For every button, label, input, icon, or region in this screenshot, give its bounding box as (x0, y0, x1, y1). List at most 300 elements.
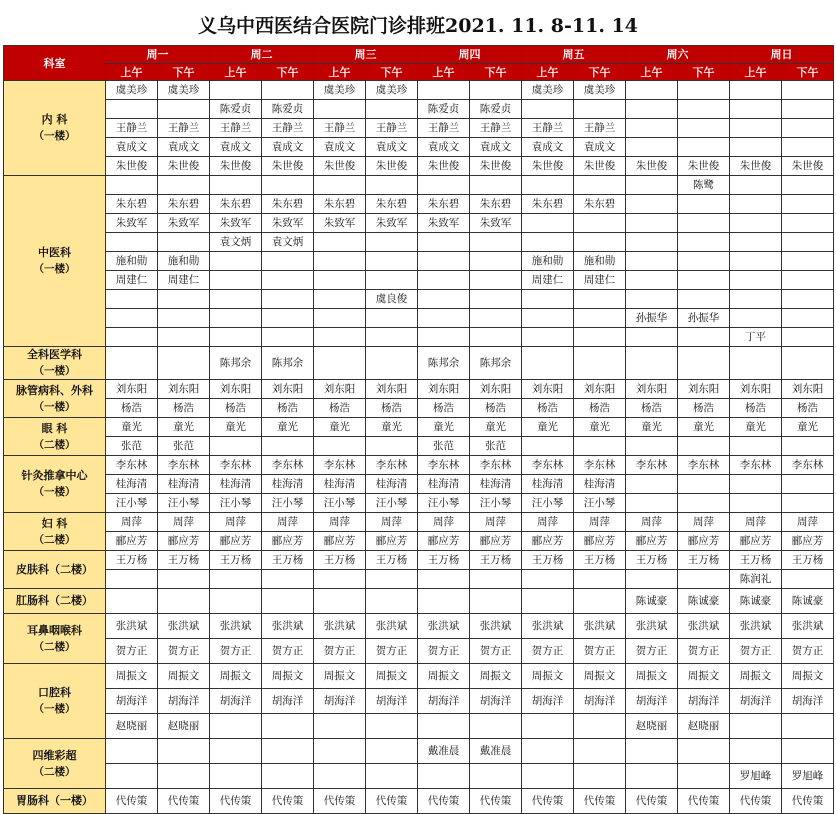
doctor-cell: 王万杨 (418, 551, 470, 570)
doctor-cell (470, 290, 522, 309)
doctor-cell: 虞美珍 (366, 81, 418, 100)
doctor-cell (106, 176, 158, 195)
doctor-cell: 周振文 (574, 664, 626, 689)
doctor-cell: 贺方正 (574, 639, 626, 664)
doctor-cell: 施和勋 (106, 252, 158, 271)
doctor-cell: 周振文 (210, 664, 262, 689)
dept-cell (4, 664, 106, 739)
dept-cell (4, 513, 106, 551)
doctor-cell: 丁平 (730, 328, 782, 347)
doctor-cell (210, 739, 262, 764)
doctor-cell: 桂海清 (574, 475, 626, 494)
doctor-cell (470, 764, 522, 789)
doctor-cell: 陈诚豪 (678, 589, 730, 614)
doctor-cell: 王万杨 (782, 551, 834, 570)
table-row (4, 764, 834, 789)
dept-floor: （一楼） (33, 365, 76, 377)
doctor-cell: 刘东阳 (158, 380, 210, 399)
doctor-cell: 杨浩 (314, 399, 366, 418)
doctor-cell (314, 347, 366, 380)
doctor-cell (782, 475, 834, 494)
doctor-cell (314, 437, 366, 456)
doctor-cell (522, 309, 574, 328)
doctor-cell: 袁成文 (262, 138, 314, 157)
am-header: 上午 (522, 64, 574, 81)
doctor-cell: 赵晓丽 (626, 714, 678, 739)
doctor-cell: 朱世俊 (626, 157, 678, 176)
doctor-cell (262, 176, 314, 195)
doctor-cell: 刘东阳 (470, 380, 522, 399)
doctor-cell: 汪小琴 (470, 494, 522, 513)
doctor-cell: 周萍 (418, 513, 470, 532)
doctor-cell (158, 589, 210, 614)
doctor-cell: 周萍 (106, 513, 158, 532)
doctor-cell: 桂海清 (106, 475, 158, 494)
table-row (4, 138, 834, 157)
doctor-cell (522, 714, 574, 739)
doctor-cell (678, 570, 730, 589)
doctor-cell: 张洪斌 (418, 614, 470, 639)
doctor-cell (158, 290, 210, 309)
doctor-cell (470, 271, 522, 290)
table-row (4, 437, 834, 456)
doctor-cell: 童光 (210, 418, 262, 437)
doctor-cell (262, 570, 314, 589)
doctor-cell: 周振文 (626, 664, 678, 689)
doctor-cell: 王万杨 (158, 551, 210, 570)
doctor-cell (418, 176, 470, 195)
doctor-cell (106, 570, 158, 589)
doctor-cell (262, 714, 314, 739)
doctor-cell: 周振文 (730, 664, 782, 689)
table-row (4, 589, 834, 614)
am-header: 上午 (314, 64, 366, 81)
table-row (4, 157, 834, 176)
table-row (4, 494, 834, 513)
doctor-cell: 朱东碧 (262, 195, 314, 214)
doctor-cell: 赵晓丽 (678, 714, 730, 739)
dept-floor: （二楼） (33, 640, 76, 653)
doctor-cell (782, 739, 834, 764)
doctor-cell (782, 214, 834, 233)
doctor-cell (730, 271, 782, 290)
doctor-cell (106, 233, 158, 252)
doctor-cell: 李东林 (262, 456, 314, 475)
doctor-cell: 胡海洋 (158, 689, 210, 714)
doctor-cell: 杨浩 (782, 399, 834, 418)
doctor-cell: 贺方正 (106, 639, 158, 664)
table-row (4, 551, 834, 570)
doctor-cell: 桂海清 (522, 475, 574, 494)
dept-cell (4, 176, 106, 347)
doctor-cell: 周萍 (470, 513, 522, 532)
doctor-cell: 王万杨 (730, 551, 782, 570)
doctor-cell (782, 570, 834, 589)
doctor-cell: 戴准晨 (418, 739, 470, 764)
table-row (4, 233, 834, 252)
doctor-cell: 朱东碧 (106, 195, 158, 214)
doctor-cell: 周振文 (782, 664, 834, 689)
doctor-cell (262, 309, 314, 328)
doctor-cell (262, 290, 314, 309)
doctor-cell (366, 739, 418, 764)
doctor-cell: 郦应芳 (210, 532, 262, 551)
doctor-cell: 郦应芳 (366, 532, 418, 551)
doctor-cell: 陈鹭 (678, 176, 730, 195)
table-row (4, 271, 834, 290)
dept-cell (4, 347, 106, 380)
doctor-cell: 朱东碧 (158, 195, 210, 214)
doctor-cell: 朱世俊 (106, 157, 158, 176)
doctor-cell (626, 290, 678, 309)
doctor-cell (626, 119, 678, 138)
doctor-cell (210, 271, 262, 290)
doctor-cell (678, 271, 730, 290)
doctor-cell: 童光 (470, 418, 522, 437)
doctor-cell (366, 437, 418, 456)
doctor-cell: 陈诚豪 (626, 589, 678, 614)
doctor-cell: 汪小琴 (106, 494, 158, 513)
doctor-cell: 袁成文 (210, 138, 262, 157)
schedule-body (4, 81, 834, 814)
doctor-cell (366, 764, 418, 789)
doctor-cell (314, 290, 366, 309)
doctor-cell: 王万杨 (678, 551, 730, 570)
doctor-cell (782, 100, 834, 119)
doctor-cell: 王静兰 (106, 119, 158, 138)
doctor-cell: 童光 (678, 418, 730, 437)
doctor-cell: 汪小琴 (366, 494, 418, 513)
doctor-cell: 郦应芳 (106, 532, 158, 551)
dept-floor: （一楼） (33, 130, 76, 142)
doctor-cell: 代传策 (158, 789, 210, 814)
doctor-cell: 施和勋 (158, 252, 210, 271)
doctor-cell (210, 570, 262, 589)
am-header: 上午 (210, 64, 262, 81)
dept-cell (4, 614, 106, 664)
doctor-cell (782, 195, 834, 214)
doctor-cell: 周建仁 (522, 271, 574, 290)
doctor-cell (678, 494, 730, 513)
doctor-cell: 刘东阳 (574, 380, 626, 399)
doctor-cell: 朱世俊 (470, 157, 522, 176)
doctor-cell (158, 328, 210, 347)
day-header: 周六 (626, 46, 730, 64)
doctor-cell (314, 271, 366, 290)
doctor-cell: 贺方正 (470, 639, 522, 664)
doctor-cell (366, 271, 418, 290)
doctor-cell (574, 437, 626, 456)
doctor-cell: 朱世俊 (418, 157, 470, 176)
doctor-cell: 周萍 (574, 513, 626, 532)
doctor-cell (626, 764, 678, 789)
doctor-cell: 汪小琴 (210, 494, 262, 513)
doctor-cell: 王万杨 (626, 551, 678, 570)
doctor-cell: 胡海洋 (626, 689, 678, 714)
dept-floor: （一楼） (33, 703, 76, 715)
doctor-cell: 周建仁 (158, 271, 210, 290)
dept-floor: （二楼） (33, 438, 76, 451)
doctor-cell: 杨浩 (106, 399, 158, 418)
doctor-cell: 周振文 (418, 664, 470, 689)
doctor-cell (678, 138, 730, 157)
pm-header: 下午 (678, 64, 730, 81)
doctor-cell (314, 233, 366, 252)
table-row (4, 380, 834, 399)
doctor-cell: 陈爱贞 (418, 100, 470, 119)
schedule-table (3, 45, 834, 814)
doctor-cell: 张洪斌 (210, 614, 262, 639)
doctor-cell: 罗旭峰 (730, 764, 782, 789)
doctor-cell (158, 570, 210, 589)
doctor-cell (522, 328, 574, 347)
header-row-days (4, 46, 834, 64)
doctor-cell (730, 214, 782, 233)
doctor-cell: 刘东阳 (782, 380, 834, 399)
doctor-cell: 胡海洋 (522, 689, 574, 714)
doctor-cell: 王静兰 (366, 119, 418, 138)
doctor-cell (522, 347, 574, 380)
doctor-cell (470, 252, 522, 271)
doctor-cell (730, 100, 782, 119)
table-row (4, 399, 834, 418)
doctor-cell: 童光 (158, 418, 210, 437)
doctor-cell (574, 714, 626, 739)
doctor-cell: 郦应芳 (678, 532, 730, 551)
doctor-cell (522, 589, 574, 614)
doctor-cell: 贺方正 (522, 639, 574, 664)
doctor-cell (418, 309, 470, 328)
doctor-cell: 朱世俊 (314, 157, 366, 176)
table-row (4, 290, 834, 309)
doctor-cell (730, 739, 782, 764)
doctor-cell: 代传策 (782, 789, 834, 814)
doctor-cell (574, 176, 626, 195)
doctor-cell: 周振文 (314, 664, 366, 689)
doctor-cell (626, 233, 678, 252)
doctor-cell: 周建仁 (574, 271, 626, 290)
dept-name: 内 科 (41, 113, 68, 126)
doctor-cell (106, 309, 158, 328)
doctor-cell: 胡海洋 (418, 689, 470, 714)
dept-name: 中医科 (38, 246, 71, 259)
doctor-cell: 代传策 (314, 789, 366, 814)
doctor-cell: 童光 (626, 418, 678, 437)
doctor-cell: 刘东阳 (522, 380, 574, 399)
doctor-cell (730, 138, 782, 157)
doctor-cell: 陈爱贞 (210, 100, 262, 119)
doctor-cell: 代传策 (470, 789, 522, 814)
doctor-cell (210, 764, 262, 789)
doctor-cell (366, 309, 418, 328)
doctor-cell: 代传策 (106, 789, 158, 814)
doctor-cell: 胡海洋 (210, 689, 262, 714)
doctor-cell: 贺方正 (158, 639, 210, 664)
doctor-cell: 代传策 (626, 789, 678, 814)
doctor-cell (262, 739, 314, 764)
doctor-cell: 郦应芳 (418, 532, 470, 551)
doctor-cell: 汪小琴 (158, 494, 210, 513)
table-row (4, 252, 834, 271)
doctor-cell: 王静兰 (418, 119, 470, 138)
doctor-cell (782, 176, 834, 195)
doctor-cell (626, 214, 678, 233)
doctor-cell (366, 589, 418, 614)
doctor-cell: 周振文 (470, 664, 522, 689)
am-header: 上午 (626, 64, 678, 81)
doctor-cell (158, 347, 210, 380)
doctor-cell: 代传策 (574, 789, 626, 814)
table-row (4, 81, 834, 100)
doctor-cell: 张洪斌 (678, 614, 730, 639)
doctor-cell: 汪小琴 (314, 494, 366, 513)
doctor-cell: 赵晓丽 (106, 714, 158, 739)
doctor-cell (470, 328, 522, 347)
doctor-cell (470, 309, 522, 328)
doctor-cell: 朱东碧 (574, 195, 626, 214)
dept-floor: （一楼） (33, 400, 76, 413)
doctor-cell (730, 252, 782, 271)
doctor-cell: 汪小琴 (418, 494, 470, 513)
table-row (4, 456, 834, 475)
doctor-cell: 周萍 (262, 513, 314, 532)
doctor-cell: 袁成文 (106, 138, 158, 157)
doctor-cell: 胡海洋 (106, 689, 158, 714)
dept-cell (4, 456, 106, 513)
doctor-cell (210, 437, 262, 456)
doctor-cell: 胡海洋 (678, 689, 730, 714)
doctor-cell: 代传策 (522, 789, 574, 814)
doctor-cell (678, 119, 730, 138)
dept-cell (4, 789, 106, 814)
table-row (4, 328, 834, 347)
doctor-cell: 刘东阳 (418, 380, 470, 399)
doctor-cell (782, 252, 834, 271)
doctor-cell: 朱致军 (418, 214, 470, 233)
doctor-cell (730, 119, 782, 138)
doctor-cell: 张范 (106, 437, 158, 456)
doctor-cell (210, 309, 262, 328)
doctor-cell: 郦应芳 (574, 532, 626, 551)
dept-cell (4, 380, 106, 418)
doctor-cell: 胡海洋 (366, 689, 418, 714)
doctor-cell (626, 347, 678, 380)
pm-header: 下午 (782, 64, 834, 81)
doctor-cell: 朱世俊 (522, 157, 574, 176)
doctor-cell (782, 271, 834, 290)
doctor-cell: 童光 (730, 418, 782, 437)
doctor-cell (574, 589, 626, 614)
doctor-cell: 周萍 (522, 513, 574, 532)
doctor-cell (366, 100, 418, 119)
doctor-cell: 桂海清 (470, 475, 522, 494)
dept-name: 肛肠科（二楼） (16, 594, 93, 607)
table-row (4, 100, 834, 119)
doctor-cell: 杨浩 (522, 399, 574, 418)
doctor-cell (522, 739, 574, 764)
doctor-cell (262, 252, 314, 271)
doctor-cell (626, 176, 678, 195)
dept-name: 四维彩超 (32, 748, 77, 762)
doctor-cell: 胡海洋 (470, 689, 522, 714)
doctor-cell: 陈邦余 (470, 347, 522, 380)
dept-name: 妇 科 (41, 516, 68, 530)
doctor-cell: 代传策 (210, 789, 262, 814)
doctor-cell (522, 290, 574, 309)
doctor-cell (418, 271, 470, 290)
doctor-cell (314, 764, 366, 789)
doctor-cell (158, 176, 210, 195)
doctor-cell: 朱致军 (210, 214, 262, 233)
doctor-cell: 杨浩 (470, 399, 522, 418)
doctor-cell (106, 739, 158, 764)
doctor-cell (782, 119, 834, 138)
doctor-cell (522, 764, 574, 789)
pm-header: 下午 (366, 64, 418, 81)
doctor-cell: 汪小琴 (574, 494, 626, 513)
doctor-cell: 胡海洋 (782, 689, 834, 714)
doctor-cell (522, 570, 574, 589)
table-row (4, 614, 834, 639)
doctor-cell: 李东林 (730, 456, 782, 475)
doctor-cell: 施和勋 (574, 252, 626, 271)
doctor-cell: 童光 (262, 418, 314, 437)
doctor-cell: 陈邦余 (418, 347, 470, 380)
doctor-cell (418, 328, 470, 347)
doctor-cell: 胡海洋 (262, 689, 314, 714)
doctor-cell (626, 570, 678, 589)
doctor-cell (730, 494, 782, 513)
doctor-cell: 贺方正 (418, 639, 470, 664)
doctor-cell (418, 764, 470, 789)
table-row (4, 475, 834, 494)
doctor-cell (418, 570, 470, 589)
doctor-cell: 朱东碧 (366, 195, 418, 214)
doctor-cell: 李东林 (782, 456, 834, 475)
doctor-cell: 王静兰 (158, 119, 210, 138)
dept-cell (4, 551, 106, 589)
doctor-cell (366, 714, 418, 739)
doctor-cell (626, 437, 678, 456)
doctor-cell (678, 739, 730, 764)
doctor-cell: 杨浩 (418, 399, 470, 418)
doctor-cell: 郦应芳 (158, 532, 210, 551)
doctor-cell (522, 100, 574, 119)
doctor-cell: 张洪斌 (730, 614, 782, 639)
doctor-cell (782, 494, 834, 513)
dept-floor: （一楼） (33, 263, 76, 275)
doctor-cell: 王万杨 (470, 551, 522, 570)
dept-name: 口腔科 (38, 686, 71, 699)
doctor-cell: 郦应芳 (782, 532, 834, 551)
doctor-cell: 王万杨 (366, 551, 418, 570)
doctor-cell: 周萍 (158, 513, 210, 532)
doctor-cell (262, 589, 314, 614)
doctor-cell (314, 589, 366, 614)
table-row (4, 418, 834, 437)
doctor-cell (210, 328, 262, 347)
doctor-cell (314, 570, 366, 589)
doctor-cell: 杨浩 (730, 399, 782, 418)
doctor-cell: 刘东阳 (262, 380, 314, 399)
doctor-cell (210, 81, 262, 100)
doctor-cell: 施和勋 (522, 252, 574, 271)
table-row (4, 664, 834, 689)
doctor-cell (158, 233, 210, 252)
doctor-cell: 王静兰 (314, 119, 366, 138)
doctor-cell: 朱世俊 (210, 157, 262, 176)
doctor-cell: 杨浩 (158, 399, 210, 418)
